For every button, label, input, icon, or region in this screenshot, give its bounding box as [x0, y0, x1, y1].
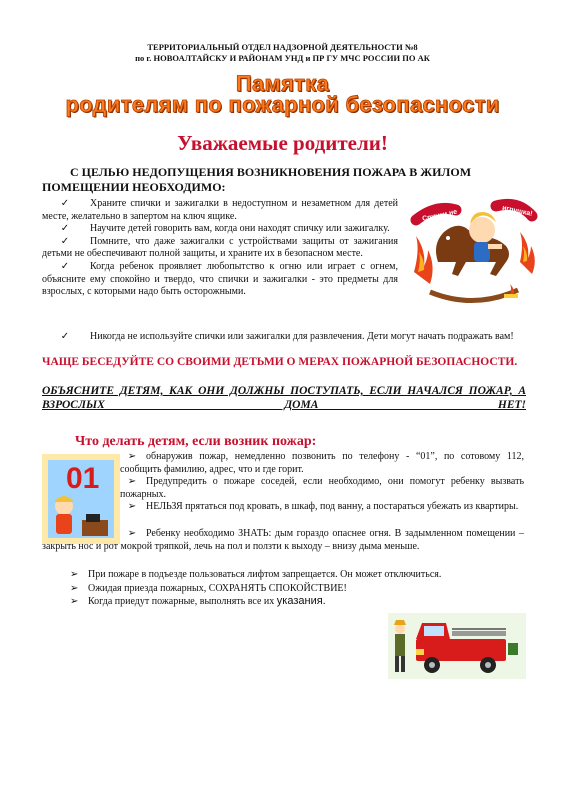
- list-item: ➢ Ребенку необходимо ЗНАТЬ: дым гораздо опаснее огня. В задымленном помещении – закрыть нос и рот мокрой тряпкой, лечь на пол и ползти к выходу – внизу дыма меньше.: [42, 528, 524, 552]
- list-item: ➢ При пожаре в подъезде пользоваться лифтом запрещается. Он может отключиться.: [70, 569, 442, 580]
- title-line-1: Памятка: [235, 71, 330, 96]
- emphasis-black: ОБЪЯСНИТЕ ДЕТЯМ, КАК ОНИ ДОЛЖНЫ ПОСТУПАТЬ, ЕСЛИ НАЧАЛСЯ ПОЖАР, А ВЗРОСЛЫХ ДОМА НЕТ!: [42, 385, 526, 411]
- actions-list-bottom: [70, 568, 530, 609]
- list-item: ✓ Храните спички и зажигалки в недоступном и незаметном для детей месте, желательно в запертом на ключ ящике.: [42, 198, 398, 222]
- arrow-icon: ➢: [70, 596, 79, 607]
- emphasis-red: ЧАЩЕ БЕСЕДУЙТЕ СО СВОИМИ ДЕТЬМИ О МЕРАХ ПОЖАРНОЙ БЕЗОПАСНОСТИ.: [42, 356, 518, 368]
- check-icon: ✓: [60, 331, 70, 342]
- arrow-icon: ➢: [127, 501, 137, 513]
- title-line-2: родителям по пожарной безопасности: [65, 92, 500, 117]
- arrow-icon: ➢: [70, 582, 79, 594]
- check-icon: ✓: [60, 223, 70, 235]
- horse-caption-right: игрушка!: [501, 204, 534, 218]
- arrow-icon: ➢: [127, 528, 137, 539]
- list-item: ➢ обнаружив пожар, немедленно позвонить по телефону - “01”, по сотовому 112, сообщить фамилию, адрес, что и где горит.: [120, 451, 524, 475]
- list-item: ✓ Никогда не используйте спички или зажигалки для развлечения. Дети могут начать подражать вам!: [42, 331, 526, 344]
- section-heading: Что делать детям, если возник пожар:: [75, 434, 317, 449]
- intro-heading: [42, 165, 530, 195]
- list-item: ✓ Когда ребенок проявляет любопытство к огню или играет с огнем, объясните ему спокойно и твердо, что спички и зажигалки - это предметы для взрослых, с которыми надо быть осторожными.: [42, 260, 398, 298]
- list-item: ➢ Ожидая приезда пожарных, СОХРАНЯТЬ СПОКОЙСТВИЕ!: [70, 582, 347, 594]
- actions-list-smoke: [42, 528, 524, 553]
- child-on-rocking-horse-illustration: [408, 192, 540, 308]
- arrow-icon: ➢: [127, 476, 137, 488]
- horse-caption-left: Спички не: [421, 208, 458, 223]
- intro-heading-line-1: С ЦЕЛЬЮ НЕДОПУЩЕНИЯ ВОЗНИКНОВЕНИЯ ПОЖАРА В ЖИЛОМ: [70, 165, 472, 179]
- greeting: Уважаемые родители!: [177, 131, 388, 155]
- check-icon: ✓: [60, 260, 70, 272]
- agency-line-1: ТЕРРИТОРИАЛЬНЫЙ ОТДЕЛ НАДЗОРНОЙ ДЕЯТЕЛЬНОСТИ №8: [147, 42, 418, 52]
- list-item: ➢ Когда приедут пожарные, выполнять все их указания.: [70, 595, 326, 607]
- list-item: ➢ НЕЛЬЗЯ прятаться под кровать, в шкаф, под ванну, а постараться убежать из квартиры.: [127, 501, 519, 513]
- check-icon: ✓: [60, 198, 70, 209]
- intro-heading-line-2: ПОМЕЩЕНИИ НЕОБХОДИМО:: [42, 180, 226, 194]
- list-item: ➢ Предупредить о пожаре соседей, если необходимо, они помогут ребенку вызвать пожарных.: [120, 476, 524, 500]
- agency-line-2: по г. НОВОАЛТАЙСКУ И РАЙОНАМ УНД и ПР ГУ МЧС РОССИИ ПО АК: [135, 53, 430, 63]
- check-icon: ✓: [60, 235, 70, 247]
- arrow-icon: ➢: [70, 569, 79, 580]
- intro-list-wide: [42, 331, 526, 344]
- fire-truck-illustration: [388, 613, 526, 679]
- list-item: ✓ Помните, что даже зажигалки с устройствами защиты от зажигания детьми не обеспечивают полной защиты, и храните их в безопасном месте.: [42, 235, 398, 260]
- actions-list-right: [120, 451, 524, 514]
- phone-number: 01: [66, 462, 100, 495]
- list-item: ✓ Научите детей говорить вам, когда они находят спичку или зажигалку.: [42, 223, 398, 236]
- arrow-icon: ➢: [127, 451, 137, 462]
- intro-list: [42, 198, 398, 299]
